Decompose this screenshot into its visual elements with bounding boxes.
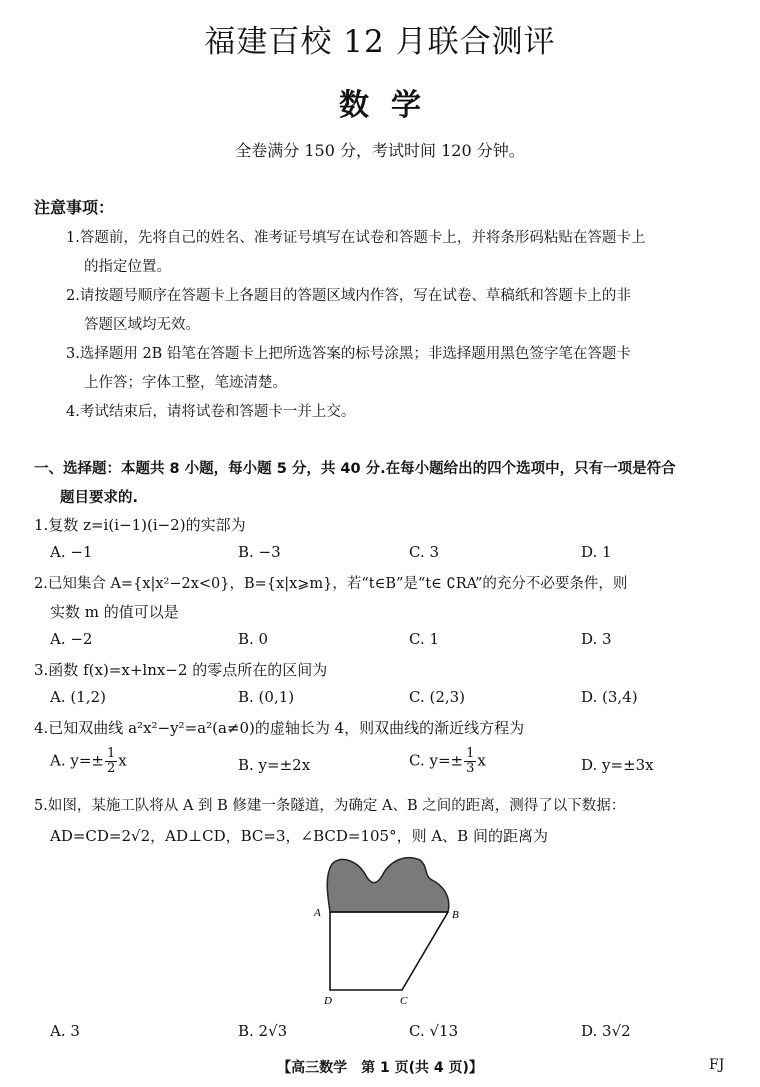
- q3-option-c: C. (2,3): [409, 688, 466, 706]
- label-a: A: [314, 907, 321, 919]
- notice-line: 4.考试结束后，请将试卷和答题卡一并上交。: [66, 404, 356, 420]
- label-c: C: [400, 995, 408, 1007]
- q2-option-a: A. −2: [50, 630, 93, 648]
- fraction: [464, 747, 476, 776]
- tunnel-figure: [310, 852, 470, 1012]
- q1-option-a: A. −1: [50, 543, 93, 561]
- fraction-num: 1: [106, 746, 116, 761]
- question-4-stem: 4.已知双曲线 a²x²−y²=a²(a≠0)的虚轴长为 4，则双曲线的渐近线方程为: [34, 719, 525, 737]
- fraction: [105, 747, 117, 776]
- q4-option-c-var: x: [477, 751, 486, 770]
- section-heading-cont: 题目要求的.: [60, 490, 139, 506]
- notice-line: 上作答；字体工整，笔迹清楚。: [84, 375, 287, 391]
- notice-line: 3.选择题用 2B 铅笔在答题卡上把所选答案的标号涂黑；非选择题用黑色签字笔在答题卡: [66, 346, 631, 362]
- q3-option-d: D. (3,4): [581, 688, 638, 706]
- q4-option-c-text: C. y=±: [409, 751, 464, 770]
- label-d: D: [324, 995, 332, 1007]
- q5-option-b: B. 2√3: [238, 1022, 288, 1040]
- mountain-shape: [327, 858, 449, 912]
- q5-option-d: D. 3√2: [581, 1022, 631, 1040]
- quadrilateral-edges: [330, 912, 448, 990]
- question-3-stem: 3.函数 f(x)=x+lnx−2 的零点所在的区间为: [34, 661, 328, 679]
- q3-option-b: B. (0,1): [238, 688, 295, 706]
- q4-option-b: B. y=±2x: [238, 756, 311, 774]
- q4-option-a-text: A. y=±: [50, 751, 104, 770]
- q3-option-a: A. (1,2): [50, 688, 106, 706]
- q1-option-b: B. −3: [238, 543, 281, 561]
- q2-option-b: B. 0: [238, 630, 269, 648]
- question-5-stem-cont: AD=CD=2√2，AD⊥CD，BC=3，∠BCD=105°，则 A、B 间的距离为: [50, 827, 548, 845]
- footer-code: FJ: [709, 1057, 725, 1073]
- exam-meta: 全卷满分 150 分，考试时间 120 分钟。: [235, 141, 525, 160]
- q4-option-a-var: x: [118, 751, 127, 770]
- fraction-den: 2: [106, 761, 116, 776]
- q5-option-a: A. 3: [50, 1022, 80, 1040]
- q4-option-a: [50, 747, 127, 776]
- exam-title: 福建百校 12 月联合测评: [204, 24, 556, 60]
- notice-line: 2.请按题号顺序在答题卡上各题目的答题区域内作答，写在试卷、草稿纸和答题卡上的非: [66, 288, 631, 304]
- q2-option-c: C. 1: [409, 630, 440, 648]
- question-1-stem: 1.复数 z=i(i−1)(i−2)的实部为: [34, 516, 246, 534]
- q1-option-c: C. 3: [409, 543, 440, 561]
- question-2-stem: 2.已知集合 A={x|x²−2x<0}，B={x|x⩾m}，若“t∈B”是“t∈ ∁RA”的充分不必要条件，则: [34, 576, 628, 592]
- section-heading: 一、选择题：本题共 8 小题，每小题 5 分，共 40 分.在每小题给出的四个选项中，只有一项是符合: [34, 461, 676, 477]
- notice-heading: 注意事项：: [34, 198, 115, 217]
- q5-option-c: C. √13: [409, 1022, 459, 1040]
- notice-line: 答题区域均无效。: [84, 317, 200, 333]
- q4-option-c: [409, 747, 486, 776]
- q4-option-d: D. y=±3x: [581, 756, 654, 774]
- notice-line: 1.答题前，先将自己的姓名、准考证号填写在试卷和答题卡上，并将条形码粘贴在答题卡上: [66, 230, 646, 246]
- subject-title: 数学: [339, 88, 443, 123]
- question-5-stem: 5.如图，某施工队将从 A 到 B 修建一条隧道，为确定 A、B 之间的距离，测得了以下数据：: [34, 798, 626, 814]
- question-2-stem-cont: 实数 m 的值可以是: [50, 603, 179, 621]
- notice-line: 的指定位置。: [84, 259, 171, 275]
- page-footer: 【高三数学 第 1 页(共 4 页)】: [277, 1060, 483, 1076]
- q1-option-d: D. 1: [581, 543, 612, 561]
- label-b: B: [452, 909, 459, 921]
- q2-option-d: D. 3: [581, 630, 612, 648]
- fraction-den: 3: [466, 761, 475, 776]
- fraction-num: 1: [466, 746, 475, 761]
